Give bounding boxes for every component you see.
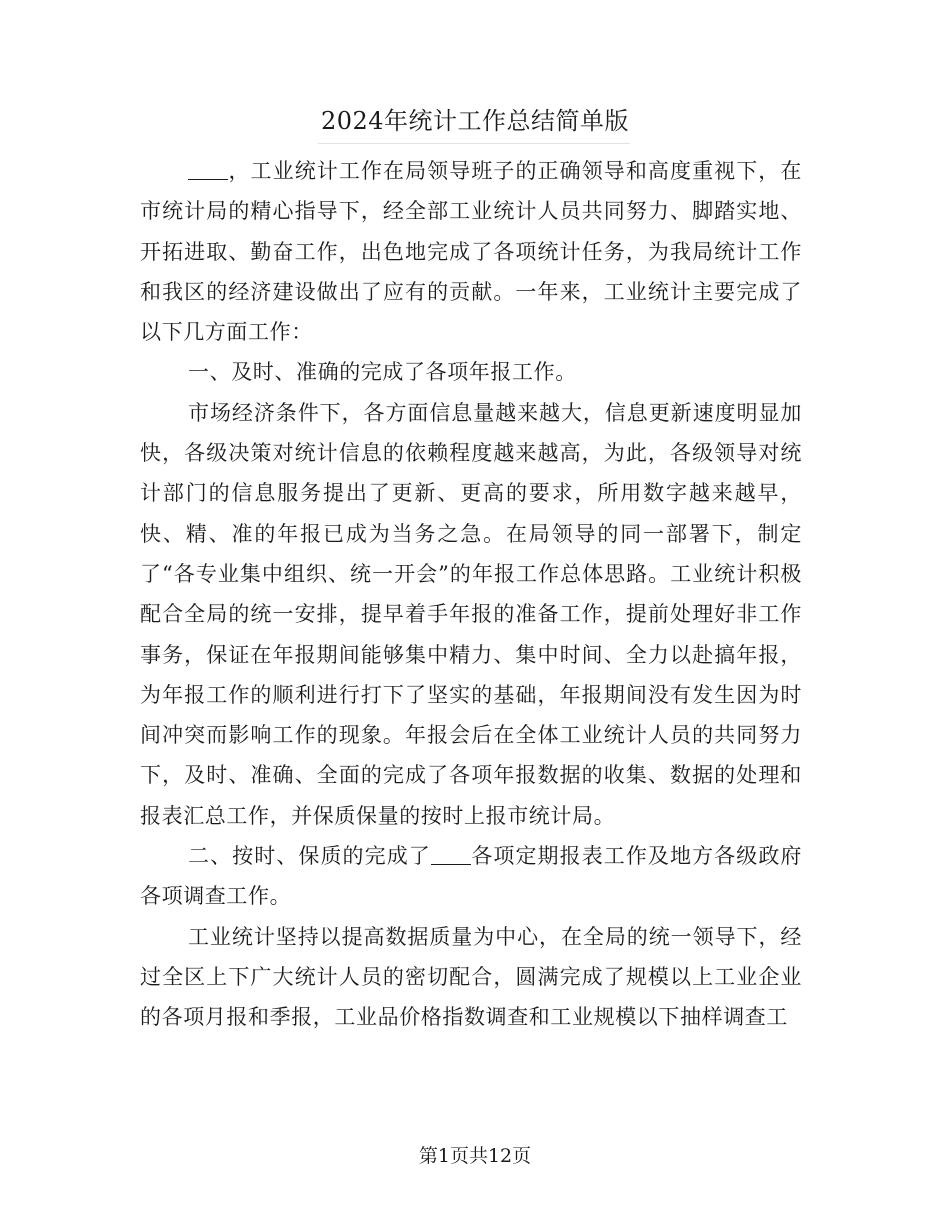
paragraph-periodic-reports: 工业统计坚持以提高数据质量为中心，在全局的统一领导下，经过全区上下广大统计人员的密切配合，圆满完成了规模以上工业企业的各项月报和季报，工业品价格指数调查和工业规模以下抽样调查工 [140,924,802,1030]
fill-in-blank [188,159,228,180]
section-heading-2 [140,836,802,917]
page-footer: 第1页共12页 [418,1145,532,1167]
section-heading-1: 一、及时、准确的完成了各项年报工作。 [188,360,577,385]
document-title: 2024年统计工作总结简单版 [320,107,630,135]
heading-text-end: 各项定期报表工作及地方各级政府各项调查工作。 [140,844,802,909]
document-body [140,151,802,1038]
fill-in-blank [431,844,471,865]
heading-text-start: 二、按时、保质的完成了 [188,844,431,869]
title-divider [318,143,630,144]
paragraph-text: ，工业统计工作在局领导班子的正确领导和高度重视下，在市统计局的精心指导下，经全部工业统计人员共同努力、脚踏实地、开拓进取、勤奋工作，出色地完成了各项统计任务，为我局统计工作和我区的经济建设做出了应有的贡献。一年来，工业统计主要完成了以下几方面工作： [140,159,802,345]
paragraph-intro [140,151,802,352]
paragraph-annual-report: 市场经济条件下，各方面信息量越来越大，信息更新速度明显加快，各级决策对统计信息的依赖程度越来越高，为此，各级领导对统计部门的信息服务提出了更新、更高的要求，所用数字越来越早，快、精、准的年报已成为当务之急。在局领导的同一部署下，制定了“各专业集中组织、统一开会”的年报工作总体思路。工业统计积极配合全局的统一安排，提早着手年报的准备工作，提前处理好非工作事务，保证在年报期间能够集中精力、集中时间、全力以赴搞年报，为年报工作的顺利进行打下了坚实的基础，年报期间没有发生因为时间冲突而影响工作的现象。年报会后在全体工业统计人员的共同努力下，及时、准确、全面的完成了各项年报数据的收集、数据的处理和报表汇总工作，并保质保量的按时上报市统计局。 [140,400,802,828]
